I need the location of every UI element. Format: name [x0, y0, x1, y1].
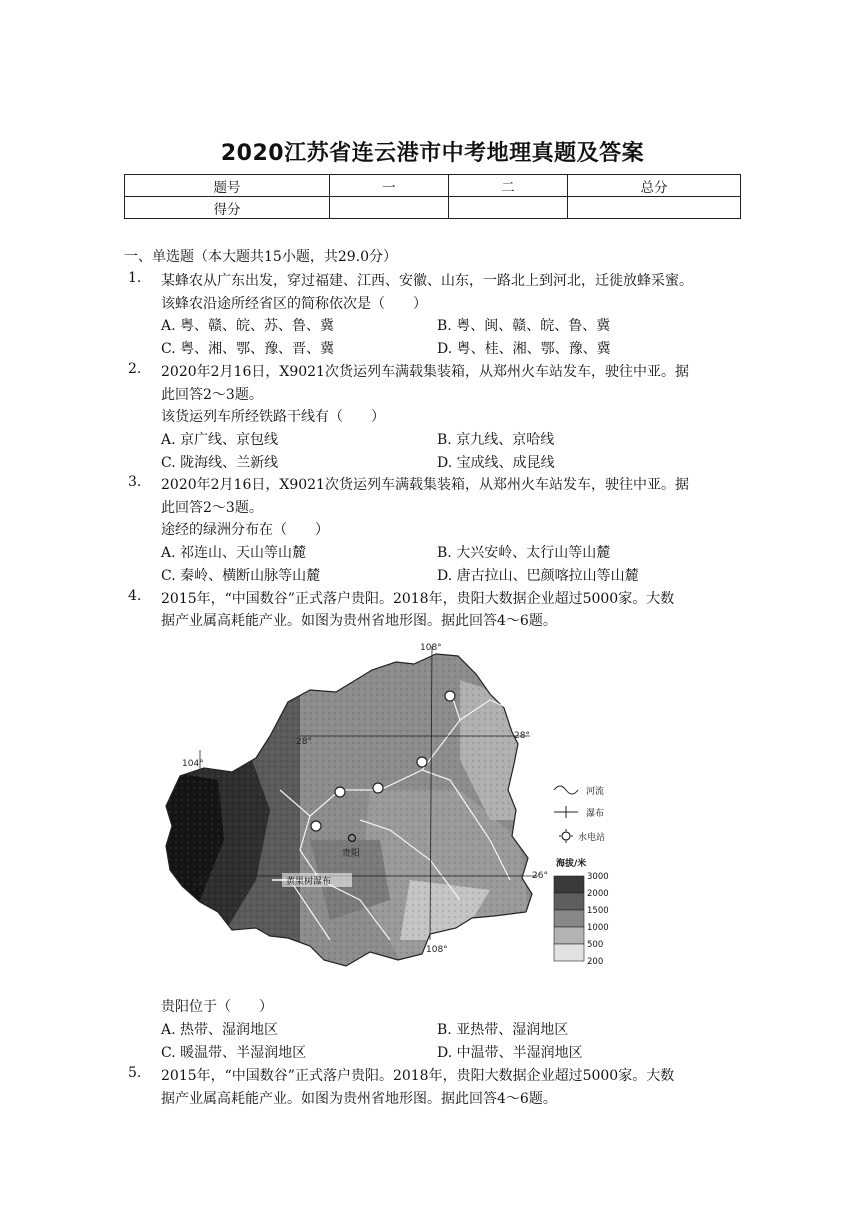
- option-b[interactable]: B. 京九线、京哈线: [437, 432, 555, 448]
- question-stem: 2020年2月16日，X9021次货运列车满载集装箱，从郑州火车站发车，驶往中亚。据: [161, 364, 689, 380]
- question-stem: 途经的绿洲分布在（ ）: [161, 522, 329, 538]
- score-cell[interactable]: [449, 197, 568, 219]
- elevation-swatch: [554, 910, 584, 927]
- elevation-labels: [587, 872, 609, 967]
- elevation-value-label: 1000: [587, 923, 609, 933]
- question-stem: 2020年2月16日，X9021次货运列车满载集装箱，从郑州火车站发车，驶往中亚。据: [161, 477, 689, 493]
- elevation-bands: [160, 640, 622, 986]
- lat-label: 26°: [532, 871, 548, 881]
- option-b[interactable]: B. 大兴安岭、太行山等山麓: [437, 545, 611, 561]
- waterfall-legend-icon: [554, 806, 578, 818]
- score-table-row: [125, 197, 741, 219]
- elevation-value-label: 3000: [587, 872, 609, 882]
- lon-label: 104°: [182, 759, 204, 769]
- score-table: [124, 174, 741, 219]
- score-cell[interactable]: [330, 197, 449, 219]
- option-d[interactable]: D. 粤、桂、湘、鄂、豫、冀: [437, 341, 611, 357]
- question-stem: 该货运列车所经铁路干线有（ ）: [161, 409, 385, 425]
- lat-label: 28°: [296, 737, 312, 747]
- legend-elevation-title: 海拔/米: [556, 859, 587, 869]
- option-c[interactable]: C. 暖温带、半湿润地区: [161, 1045, 307, 1061]
- option-a[interactable]: A. 祁连山、天山等山麓: [161, 545, 307, 561]
- question-number: 1.: [128, 270, 142, 286]
- score-header-cell: 总分: [568, 175, 741, 197]
- question-number: 3.: [128, 474, 142, 490]
- option-c[interactable]: C. 陇海线、兰新线: [161, 455, 279, 471]
- question-stem: 此回答2～3题。: [161, 387, 263, 403]
- option-b[interactable]: B. 亚热带、湿润地区: [437, 1022, 569, 1038]
- score-header-cell: 题号: [125, 175, 330, 197]
- option-d[interactable]: D. 宝成线、成昆线: [437, 455, 555, 471]
- option-a[interactable]: A. 京广线、京包线: [161, 432, 279, 448]
- question-stem: 此回答2～3题。: [161, 500, 263, 516]
- question-stem: 据产业属高耗能产业。如图为贵州省地形图。据此回答4～6题。: [161, 613, 557, 629]
- question-number: 4.: [128, 588, 142, 604]
- lat-label: 26°: [194, 879, 210, 889]
- elevation-swatch: [554, 876, 584, 893]
- question-stem: 2015年，“中国数谷”正式落户贵阳。2018年，贵阳大数据企业超过5000家。大数: [161, 1068, 675, 1084]
- map-legend: [554, 785, 609, 967]
- score-table-header-row: [125, 175, 741, 197]
- question-stem: 贵阳位于（ ）: [161, 999, 273, 1015]
- question-stem: 某蜂农从广东出发，穿过福建、江西、安徽、山东，一路北上到河北，迁徙放蜂采蜜。: [161, 273, 693, 289]
- elevation-swatch: [554, 893, 584, 910]
- elevation-swatches: [554, 876, 584, 961]
- lon-label: 108°: [420, 643, 442, 653]
- elevation-value-label: 500: [587, 940, 604, 950]
- option-a[interactable]: A. 粤、赣、皖、苏、鲁、冀: [161, 318, 335, 334]
- elevation-value-label: 200: [587, 957, 604, 967]
- score-header-cell: 二: [449, 175, 568, 197]
- option-c[interactable]: C. 粤、湘、鄂、豫、晋、冀: [161, 341, 335, 357]
- legend-hydro: 水电站: [578, 833, 606, 843]
- question-stem: 据产业属高耗能产业。如图为贵州省地形图。据此回答4～6题。: [161, 1091, 557, 1107]
- question-stem: 2015年，“中国数谷”正式落户贵阳。2018年，贵阳大数据企业超过5000家。大数: [161, 591, 675, 607]
- legend-waterfall: 瀑布: [586, 809, 605, 819]
- option-a[interactable]: A. 热带、湿润地区: [161, 1022, 279, 1038]
- city-label: 贵阳: [342, 849, 361, 859]
- hydro-legend-icon: [559, 829, 573, 843]
- score-cell[interactable]: [568, 197, 741, 219]
- option-b[interactable]: B. 粤、闽、赣、皖、鲁、冀: [437, 318, 611, 334]
- section-heading: 一、单选题（本大题共15小题，共29.0分）: [124, 249, 397, 265]
- score-header-cell: 一: [330, 175, 449, 197]
- question-number: 5.: [128, 1065, 142, 1081]
- elevation-value-label: 1500: [587, 906, 609, 916]
- elevation-value-label: 2000: [587, 889, 609, 899]
- river-legend-icon: [554, 786, 578, 794]
- lat-label: 28°: [514, 731, 530, 741]
- elevation-swatch: [554, 944, 584, 961]
- page-title: 2020江苏省连云港市中考地理真题及答案: [220, 141, 645, 166]
- guizhou-terrain-map: [160, 640, 622, 986]
- option-d[interactable]: D. 唐古拉山、巴颜喀拉山等山麓: [437, 568, 639, 584]
- waterfall-label: 黄果树瀑布: [286, 877, 332, 887]
- question-number: 2.: [128, 361, 142, 377]
- elevation-swatch: [554, 927, 584, 944]
- question-stem: 该蜂农沿途所经省区的简称依次是（ ）: [161, 296, 427, 312]
- option-c[interactable]: C. 秦岭、横断山脉等山麓: [161, 568, 321, 584]
- legend-river: 河流: [586, 787, 605, 797]
- score-row-label: 得分: [125, 197, 330, 219]
- option-d[interactable]: D. 中温带、半湿润地区: [437, 1045, 583, 1061]
- lon-label: 108°: [426, 945, 448, 955]
